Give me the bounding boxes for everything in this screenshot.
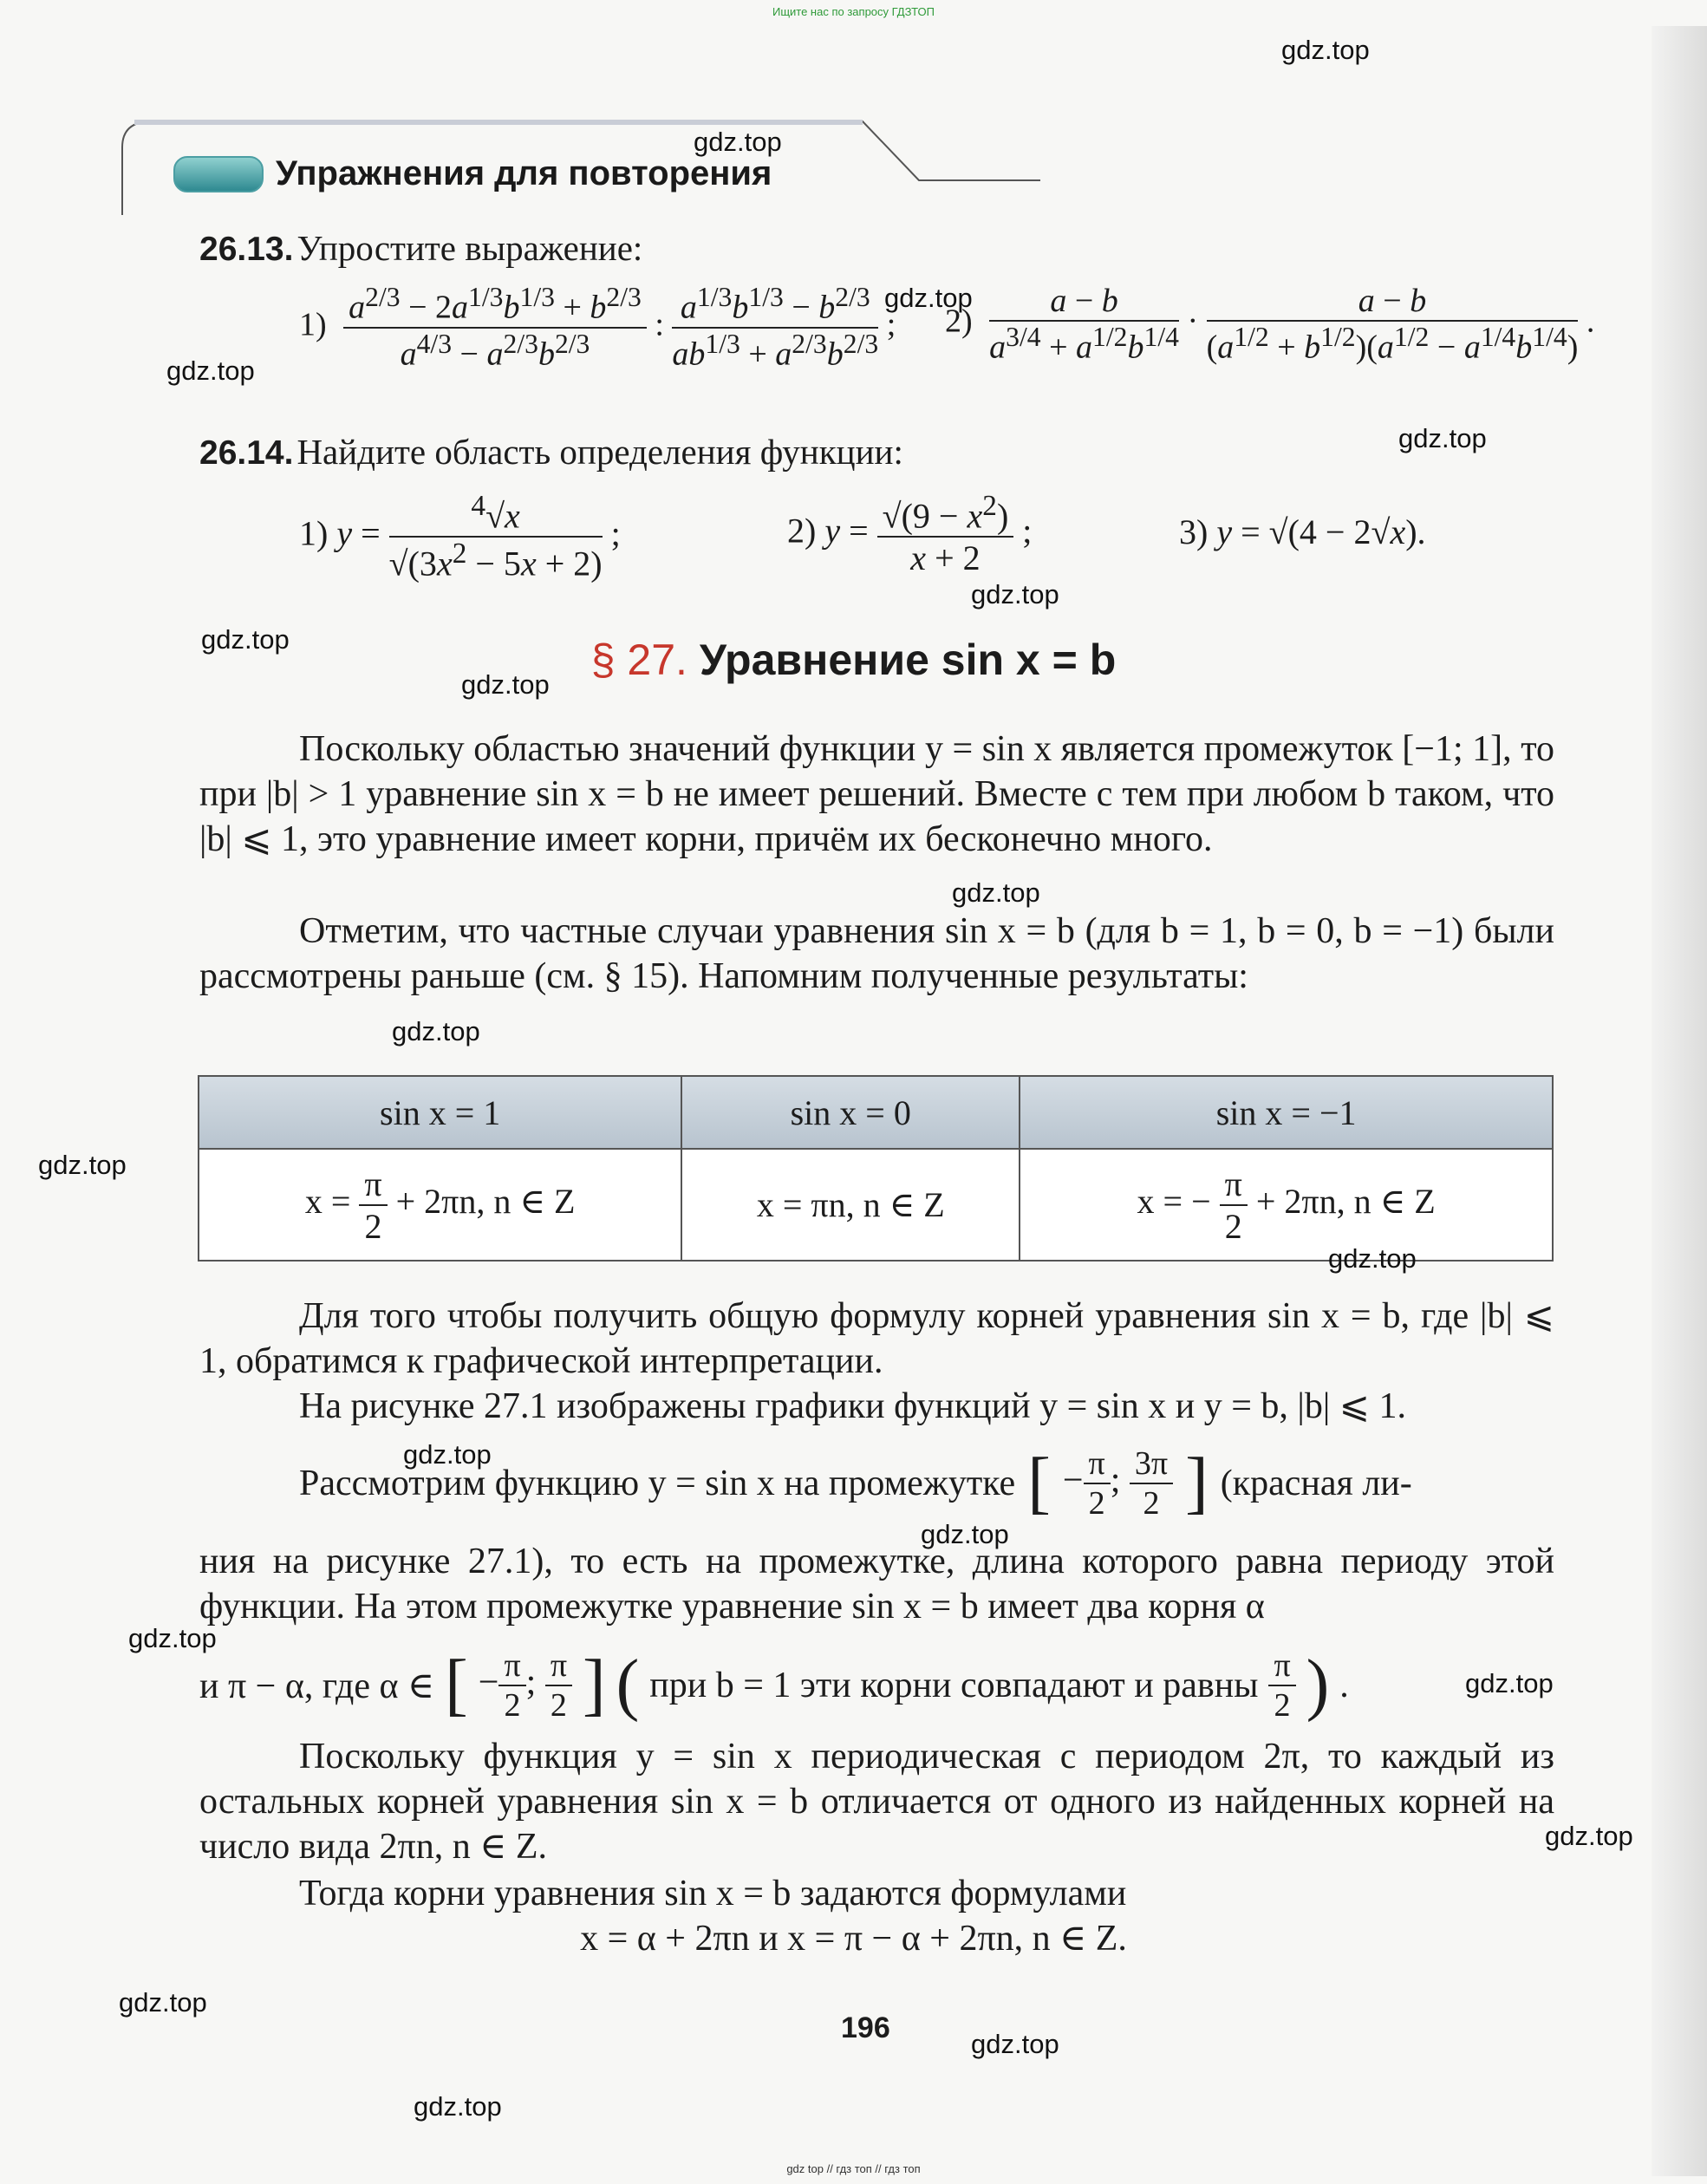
top-watermark-link[interactable]: Ищите нас по запросу ГДЗТОП [772,5,935,18]
paragraph-7: и π − α, где α ∈ [ − $\frac{\pi}{2}$ ; $\frac{\pi}{2}$ ] ( при b = 1 эти корни совпадают и равны $\frac{\pi}{2}$ ) . [199,1646,1349,1724]
table-cell: x = πn, n ∈ Z [681,1149,1020,1261]
roots-formula: x = α + 2πn и x = π − α + 2πn, n ∈ Z. [580,1919,1127,1959]
table-cell: x = $\frac{\pi}{2}$ + 2πn, n ∈ Z [199,1149,681,1261]
exercise-text: Упростите выражение: [296,228,643,268]
item-label: 2) [945,303,973,340]
review-heading: Упражнения для повторения [276,154,772,192]
watermark-text: gdz.top [952,877,1040,908]
table-header: sin x = −1 [1020,1076,1553,1149]
watermark-text: gdz.top [403,1439,492,1470]
watermark-text: gdz.top [392,1016,480,1046]
watermark-text: gdz.top [1545,1821,1633,1851]
paragraph-9: Тогда корни уравнения sin x = b задаются формулами [299,1874,1127,1913]
function-1: 1) y = $\frac{^4√x}{√(3x^2 - 5x + 2)}$ ; [299,490,621,583]
paragraph-5: Рассмотрим функцию y = sin x на промежутке [ − $\frac{\pi}{2}$ ; $\frac{3\pi}{2}$ ] (красная ли- [299,1444,1412,1522]
section-pill-icon [173,156,264,192]
table-header: sin x = 0 [681,1076,1020,1149]
watermark-text: gdz.top [921,1519,1009,1549]
paragraph-1: Поскольку областью значений функции y = sin x является промежуток [−1; 1], то при |b| > 1 уравнение sin x = b не имеет решений. Вместе с тем при любом b таком, что |b| ⩽ 1, это уравнение имеет корни, причём их бесконечно много. [199,729,1554,859]
table-cell: x = − $\frac{\pi}{2}$ + 2πn, n ∈ Z [1020,1149,1553,1261]
exercise-number: 26.13. [199,231,294,268]
watermark-text: gdz.top [694,127,782,157]
function-2: 2) y = $\frac{√(9 - x^2)}{x + 2}$ ; [787,490,1033,578]
paragraph-6: ния на рисунке 27.1), то есть на промежутке, длина которого равна периоду этой функции. На этом промежутке уравнение sin x = b имеет два корня α [199,1542,1554,1627]
item-label: 3) [1179,512,1209,551]
page-number: 196 [841,2011,890,2044]
section-number: § 27. [590,636,687,684]
watermark-text: gdz.top [971,579,1059,610]
paragraph-4: На рисунке 27.1 изображены графики функций y = sin x и y = b, |b| ⩽ 1. [299,1386,1406,1426]
watermark-text: gdz.top [1328,1243,1417,1274]
watermark-text: gdz.top [38,1150,127,1180]
paragraph-8: Поскольку функция y = sin x периодическая с периодом 2π, то каждый из остальных корней уравнения sin x = b отличается от одного из найденных корней на число вида 2πn, n ∈ Z. [199,1737,1554,1867]
watermark-text: gdz.top [1465,1668,1554,1698]
function-3: 3) y = √(4 − 2√x). [1179,512,1426,551]
watermark-text: gdz.top [128,1623,217,1653]
watermark-text: gdz.top [1281,35,1370,65]
watermark-text: gdz.top [1398,423,1487,453]
watermark-text: gdz.top [166,355,255,386]
watermark-text: gdz.top [884,283,973,313]
watermark-text: gdz.top [201,624,290,655]
watermark-text: gdz.top [119,1987,207,2018]
paragraph-3: Для того чтобы получить общую формулу корней уравнения sin x = b, где |b| ⩽ 1, обратимся к графической интерпретации. [199,1296,1554,1381]
expression-2: 2) $\frac{a - b}{a^{3/4} + a^{1/2}b^{1/4}}$ · $\frac{a - b}{(a^{1/2} + b^{1/2})(a^{1/2} - a^{1/4}b^{1/4})}$ . [945,283,1595,366]
watermark-text: gdz.top [461,669,550,700]
paragraph-2: Отметим, что частные случаи уравнения sin x = b (для b = 1, b = 0, b = −1) были рассмотрены раньше (см. § 15). Напомним полученные результаты: [199,911,1554,996]
exercise-text: Найдите область определения функции: [296,432,903,472]
watermark-text: gdz.top [971,2029,1059,2059]
exercise-number: 26.14. [199,434,294,472]
table-header: sin x = 1 [199,1076,681,1149]
page-edge-shadow [1652,26,1707,2176]
item-label: 2) [787,511,817,551]
watermark-text: gdz.top [414,2091,502,2122]
item-label: 1) [299,306,327,343]
expression-1: 1) $\frac{a^{2/3} - 2a^{1/3}b^{1/3} + b^{2/3}}{a^{4/3} - a^{2/3}b^{2/3}}$ : $\frac{a^{1/3}b^{1/3} - b^{2/3}}{ab^{1/3} + a^{2/3}b^{2/3}}$ ; [299,282,896,373]
item-label: 1) [299,513,329,553]
bottom-watermark-links[interactable]: gdz top // гдз топ // гдз топ [786,2162,921,2175]
section-name: Уравнение sin x = b [699,636,1117,684]
special-cases-table [198,1075,1554,1262]
